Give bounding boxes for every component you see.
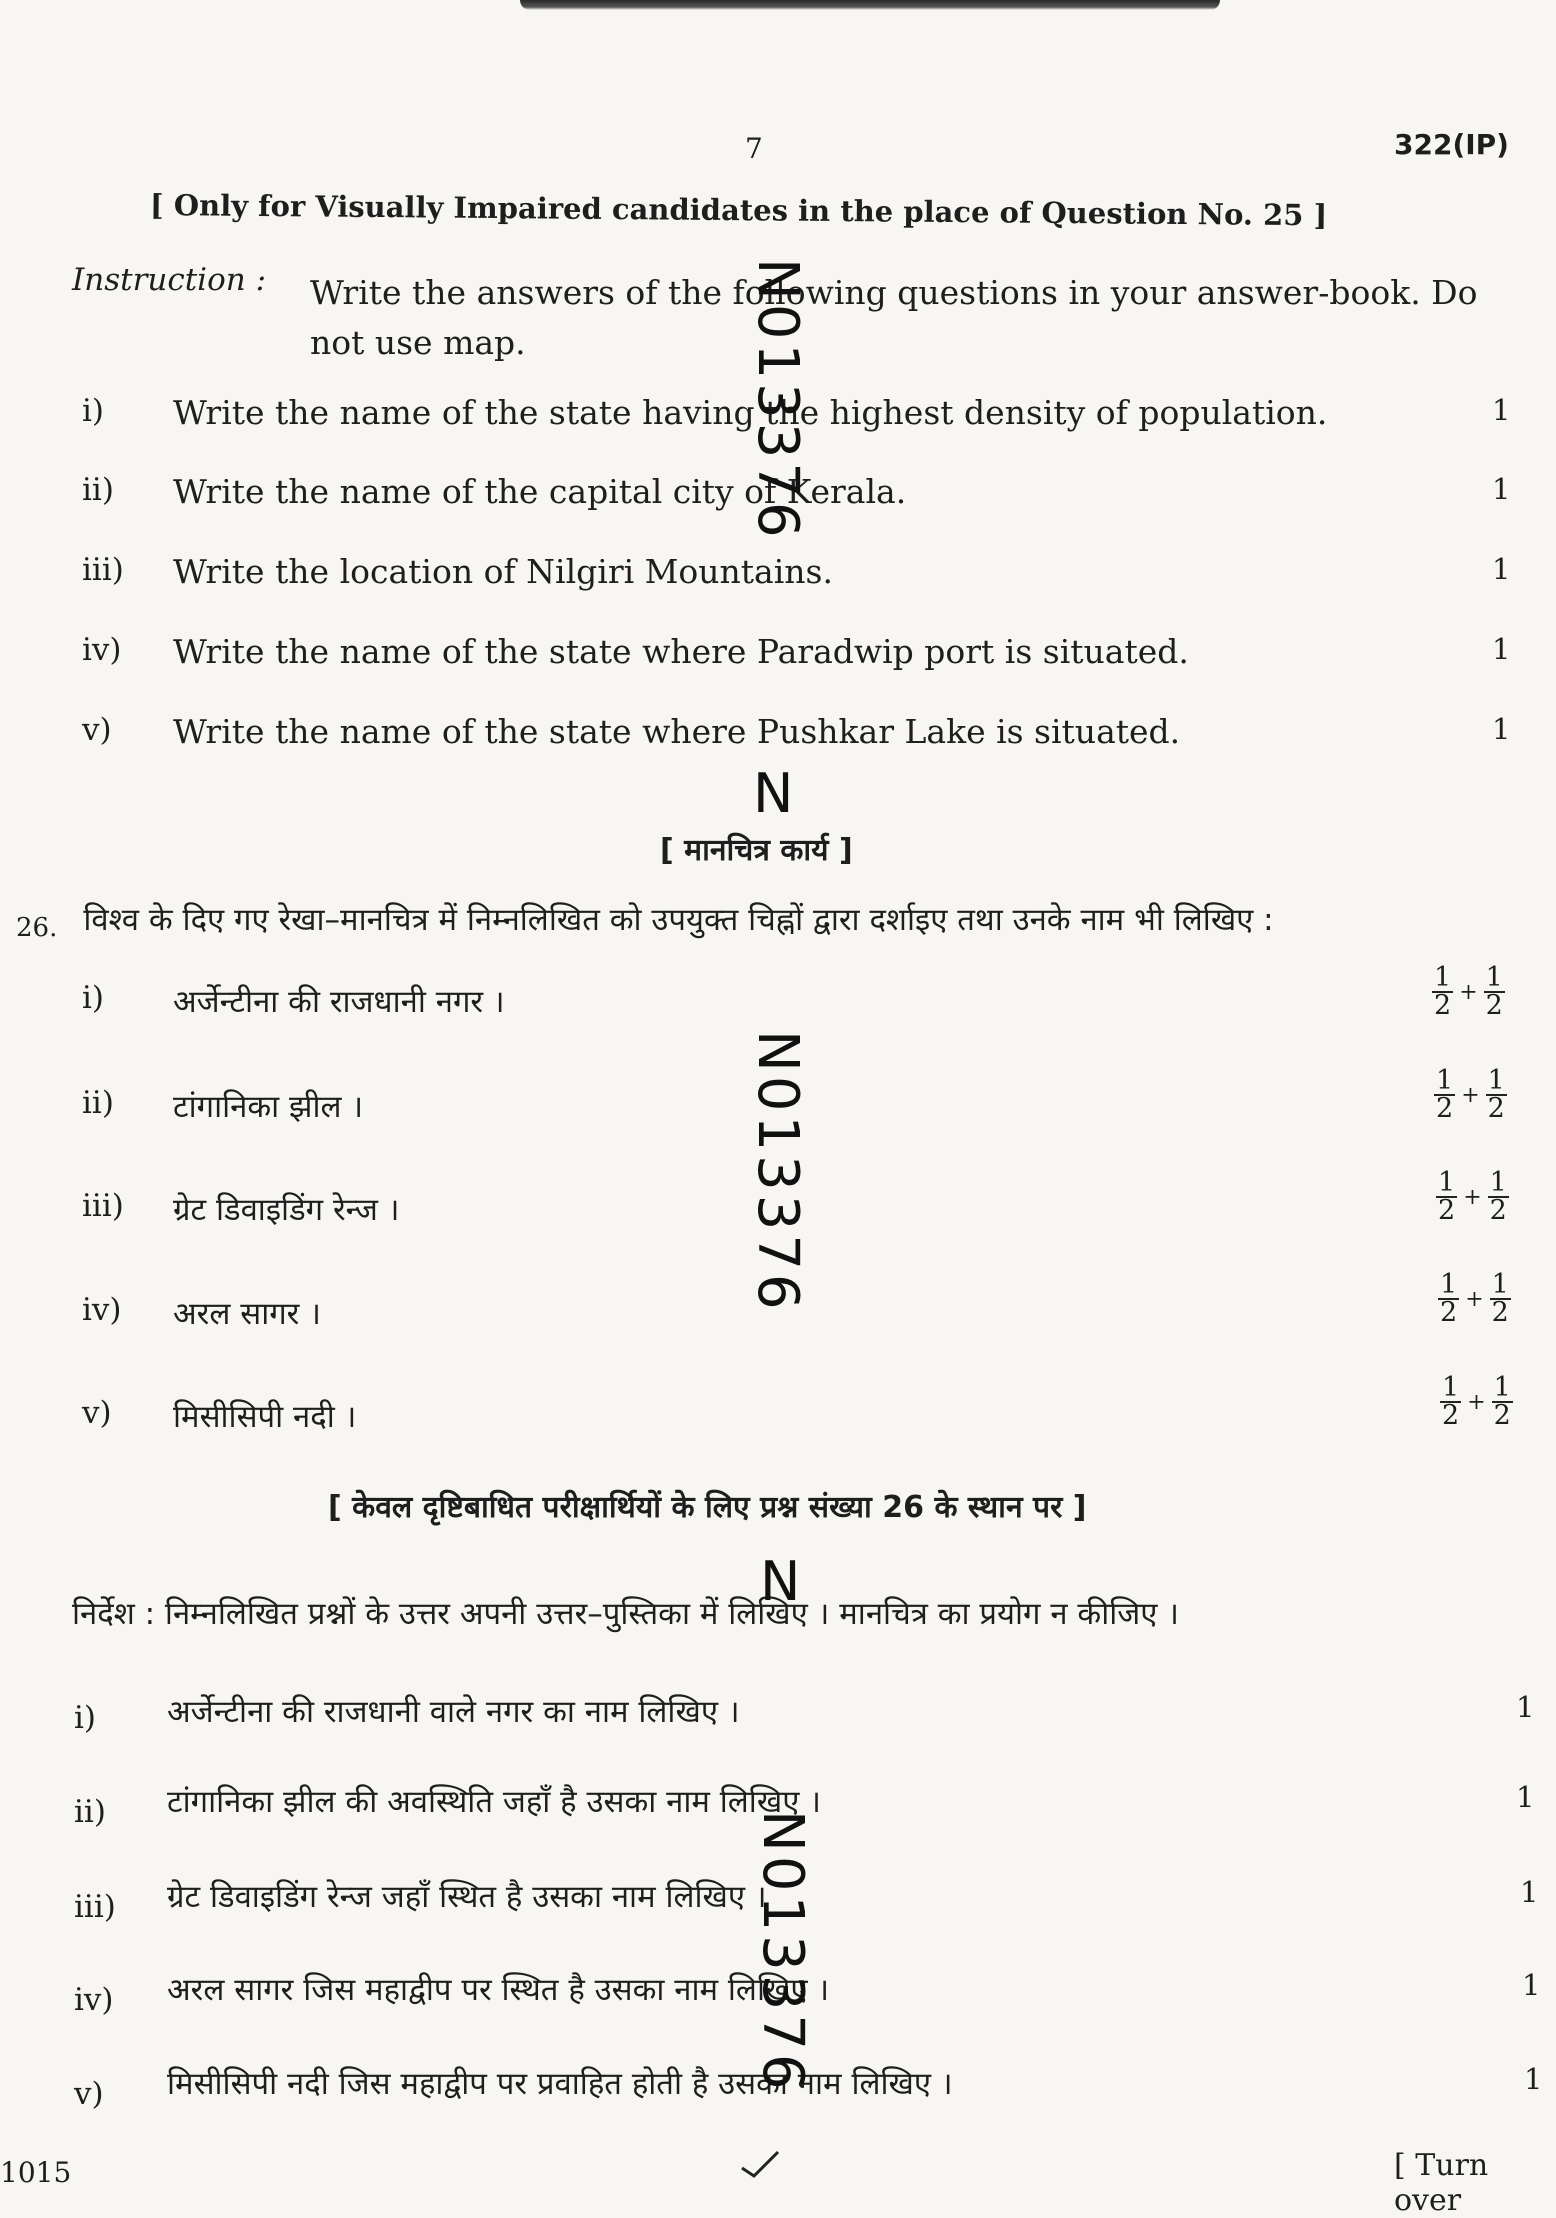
question-marks: 1 xyxy=(1492,632,1511,666)
question-row xyxy=(0,712,1556,762)
question-row xyxy=(0,632,1556,682)
marks-fraction: 1 2 + $\frac{1}{2}$ xyxy=(1434,962,1503,1021)
item-marks: 1 xyxy=(1520,1875,1539,1909)
stamp-letter: N xyxy=(753,762,794,825)
serial-stamp: N013376 xyxy=(750,1810,815,2094)
question-marks: 1 xyxy=(1492,712,1511,746)
item-text: टांगानिका झील की अवस्थिति जहाँ है उसका नाम लिखिए । xyxy=(167,1784,821,1820)
question-number: iii) xyxy=(82,552,124,588)
page-number: 7 xyxy=(745,132,763,165)
item-number: v) xyxy=(74,2076,104,2112)
item-number: iii) xyxy=(82,1188,124,1224)
question-number: iv) xyxy=(82,632,122,668)
item-number: v) xyxy=(82,1395,112,1431)
map-item xyxy=(0,1395,1556,1455)
item-marks: 1 xyxy=(1522,1968,1541,2002)
paper-code: 322(IP) xyxy=(1394,128,1509,161)
question-text: विश्व के दिए गए रेखा–मानचित्र में निम्नलिखित को उपयुक्त चिह्नों द्वारा दर्शाइए तथा उनके नाम भी लिखिए : xyxy=(83,902,1274,938)
item-text: टांगानिका झील । xyxy=(173,1089,364,1125)
question-marks: 1 xyxy=(1492,393,1511,427)
item-number: i) xyxy=(82,980,105,1016)
question-marks: 1 xyxy=(1492,472,1511,506)
item-number: iv) xyxy=(74,1982,114,2018)
marks-fraction: 1 2 + $\frac{1}{2}$ xyxy=(1436,1065,1505,1124)
item-number: i) xyxy=(74,1700,97,1736)
vi-heading-en: [ Only for Visually Impaired candidates in the place of Question No. 25 ] xyxy=(149,188,1328,233)
item-text: मिसीसिपी नदी जिस महाद्वीप पर प्रवाहित होती है उसका नाम लिखिए । xyxy=(167,2066,953,2102)
item-text: ग्रेट डिवाइडिंग रेन्ज जहाँ स्थित है उसका नाम लिखिए । xyxy=(167,1879,767,1915)
instruction-text: Write the answers of the following questions in your answer-book. Do not use map. xyxy=(310,273,1478,362)
question-26 xyxy=(16,898,1274,943)
vi-hindi-item xyxy=(0,1690,1556,1750)
vi-instruction-hi: निर्देश : निम्नलिखित प्रश्नों के उत्तर अपनी उत्तर–पुस्तिका में लिखिए । मानचित्र का प्रयोग न कीजिए । xyxy=(72,1596,1180,1632)
item-number: ii) xyxy=(82,1085,114,1121)
question-number: i) xyxy=(82,393,105,429)
check-mark-icon xyxy=(740,2150,780,2178)
vi-heading-hi: [ केवल दृष्टिबाधित परीक्षार्थियों के लिए प्रश्न संख्या 26 के स्थान पर ] xyxy=(328,1490,1087,1525)
question-text: Write the name of the state where Paradwip port is situated. xyxy=(173,632,1189,671)
item-marks: 1 xyxy=(1516,1780,1535,1814)
footer-code: 1015 xyxy=(0,2156,72,2189)
stamp-letter: N xyxy=(760,1550,801,1613)
question-text: Write the name of the state where Pushkar Lake is situated. xyxy=(173,712,1181,751)
item-text: अरल सागर जिस महाद्वीप पर स्थित है उसका नाम लिखिए । xyxy=(167,1972,830,2008)
item-number: iv) xyxy=(82,1292,122,1328)
instruction-label: Instruction : xyxy=(72,262,267,298)
item-number: ii) xyxy=(74,1794,106,1830)
marks-fraction: 1 2 + $\frac{1}{2}$ xyxy=(1438,1167,1507,1226)
question-number: v) xyxy=(82,712,112,748)
item-marks: 1 xyxy=(1516,1690,1535,1724)
question-text: Write the name of the capital city of Kerala. xyxy=(173,472,907,511)
scan-top-edge xyxy=(520,0,1220,10)
question-number: 26. xyxy=(16,913,58,943)
turn-over: [ Turn over xyxy=(1394,2148,1489,2218)
question-text: Write the name of the state having the highest density of population. xyxy=(173,393,1328,432)
question-number: ii) xyxy=(82,472,114,508)
item-marks: 1 xyxy=(1524,2062,1543,2096)
question-text: Write the location of Nilgiri Mountains. xyxy=(173,552,833,591)
serial-stamp: N013376 xyxy=(745,1030,810,1314)
item-text: अरल सागर । xyxy=(173,1296,321,1332)
item-number: iii) xyxy=(74,1889,116,1925)
map-work-heading: [ मानचित्र कार्य ] xyxy=(660,833,853,868)
item-text: ग्रेट डिवाइडिंग रेन्ज । xyxy=(173,1192,400,1228)
question-row xyxy=(0,552,1556,602)
marks-fraction: 1 2 + $\frac{1}{2}$ xyxy=(1440,1269,1509,1328)
item-text: अर्जेन्टीना की राजधानी वाले नगर का नाम लिखिए । xyxy=(167,1694,740,1730)
item-text: मिसीसिपी नदी । xyxy=(173,1399,357,1435)
serial-stamp: N013376 xyxy=(745,258,810,542)
question-marks: 1 xyxy=(1492,552,1511,586)
item-text: अर्जेन्टीना की राजधानी नगर । xyxy=(173,984,505,1020)
marks-fraction: 1 2 + $\frac{1}{2}$ xyxy=(1442,1372,1511,1431)
